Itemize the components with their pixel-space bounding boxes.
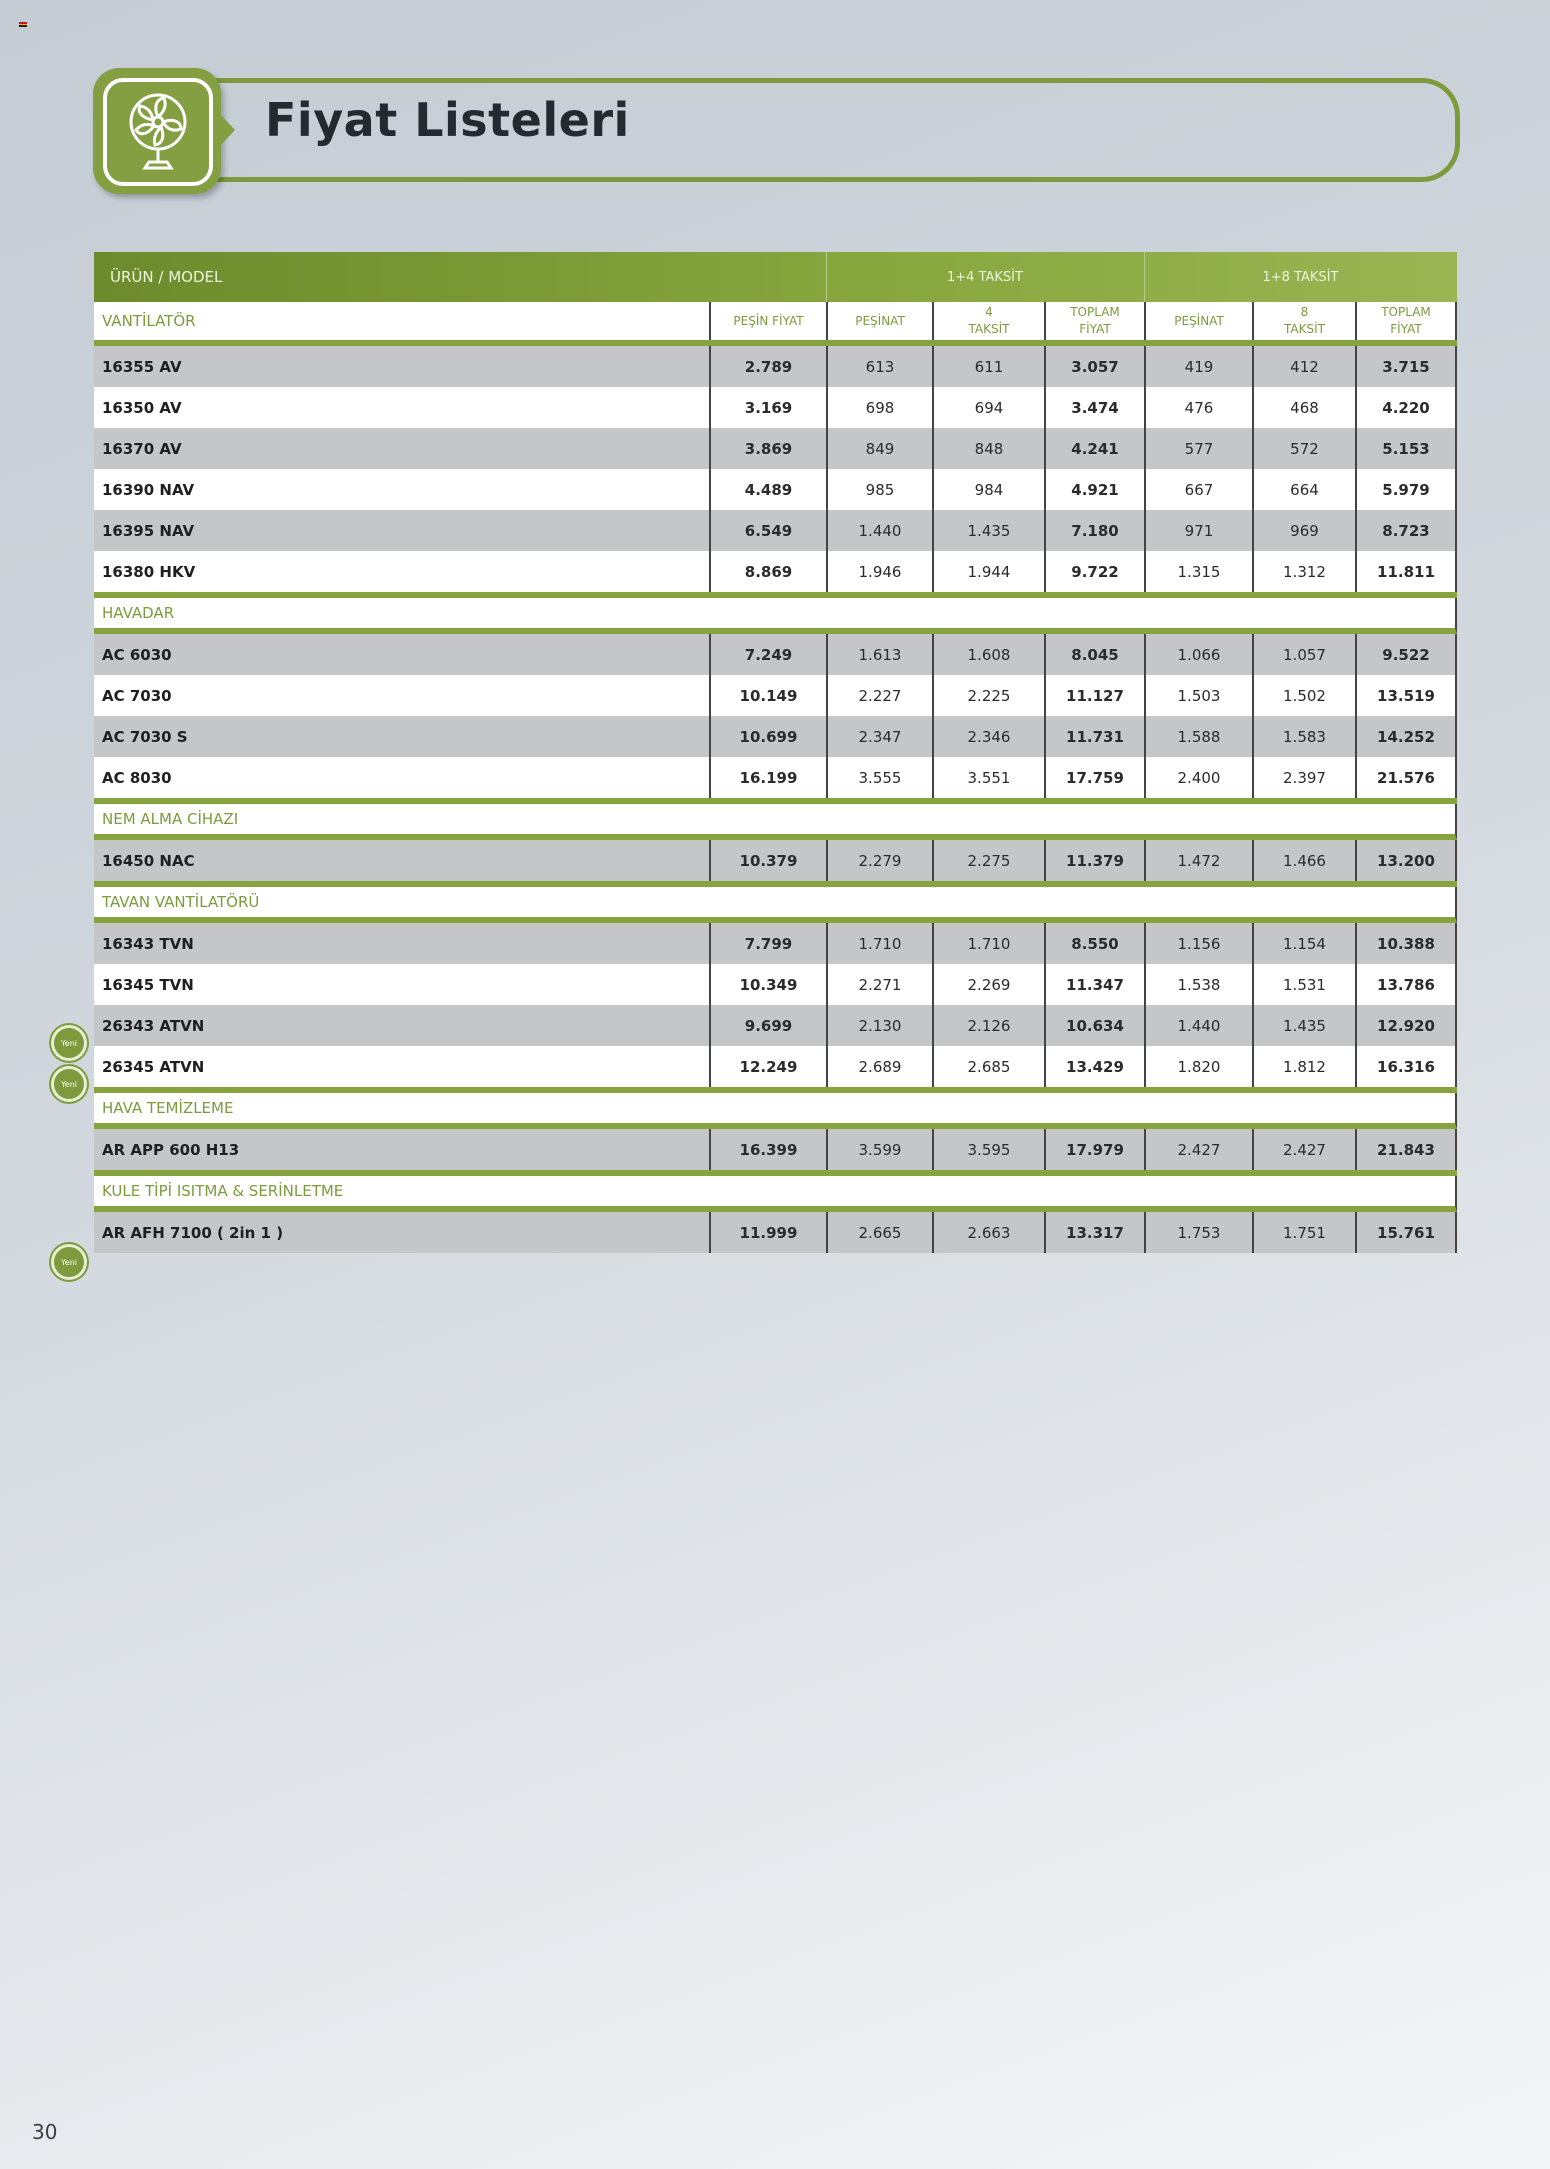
price-total-8: 11.811 <box>1355 551 1457 592</box>
price-downpayment-4: 2.130 <box>826 1005 932 1046</box>
price-installment-8: 2.397 <box>1252 757 1355 798</box>
price-total-4: 7.180 <box>1044 510 1144 551</box>
price-total-8: 5.979 <box>1355 469 1457 510</box>
price-total-8: 16.316 <box>1355 1046 1457 1087</box>
price-downpayment-4: 1.440 <box>826 510 932 551</box>
price-downpayment-4: 3.599 <box>826 1129 932 1170</box>
price-cash-price: 8.869 <box>709 551 826 592</box>
product-model: 16450 NAC <box>102 851 195 870</box>
category-icon-box <box>93 68 221 194</box>
fan-icon <box>103 78 213 186</box>
price-downpayment-4: 1.613 <box>826 634 932 675</box>
price-installment-8: 572 <box>1252 428 1355 469</box>
column-header-cash-price: PEŞİN FİYAT <box>709 302 826 340</box>
price-installment-4: 1.435 <box>932 510 1044 551</box>
price-total-8: 15.761 <box>1355 1212 1457 1253</box>
price-total-8: 9.522 <box>1355 634 1457 675</box>
table-header-groups <box>94 252 1457 302</box>
price-cash-price: 7.799 <box>709 923 826 964</box>
price-installment-4: 2.346 <box>932 716 1044 757</box>
column-header-total-4: TOPLAM FİYAT <box>1044 302 1144 340</box>
price-cash-price: 12.249 <box>709 1046 826 1087</box>
price-installment-8: 1.531 <box>1252 964 1355 1005</box>
table-row <box>94 634 1457 675</box>
price-installment-4: 3.595 <box>932 1129 1044 1170</box>
price-installment-4: 1.944 <box>932 551 1044 592</box>
price-downpayment-8: 1.315 <box>1144 551 1252 592</box>
price-total-8: 21.576 <box>1355 757 1457 798</box>
column-header-product: ÜRÜN / MODEL <box>110 268 223 286</box>
price-downpayment-8: 1.753 <box>1144 1212 1252 1253</box>
table-row <box>94 551 1457 598</box>
price-downpayment-4: 849 <box>826 428 932 469</box>
table-header-columns <box>94 302 1457 346</box>
price-downpayment-4: 2.689 <box>826 1046 932 1087</box>
price-cash-price: 7.249 <box>709 634 826 675</box>
price-installment-4: 1.608 <box>932 634 1044 675</box>
table-row <box>94 923 1457 964</box>
price-downpayment-4: 2.271 <box>826 964 932 1005</box>
price-installment-4: 984 <box>932 469 1044 510</box>
product-model: AC 6030 <box>102 645 172 664</box>
price-total-4: 8.550 <box>1044 923 1144 964</box>
new-badge: Yeni <box>54 1069 84 1099</box>
page-title: Fiyat Listeleri <box>265 93 630 147</box>
section-label: NEM ALMA CİHAZI <box>102 810 239 828</box>
price-downpayment-8: 1.538 <box>1144 964 1252 1005</box>
price-installment-8: 664 <box>1252 469 1355 510</box>
price-downpayment-8: 1.820 <box>1144 1046 1252 1087</box>
price-total-4: 11.127 <box>1044 675 1144 716</box>
price-total-4: 11.347 <box>1044 964 1144 1005</box>
product-model: 16350 AV <box>102 398 182 417</box>
price-total-4: 17.759 <box>1044 757 1144 798</box>
price-total-8: 3.715 <box>1355 346 1457 387</box>
price-total-4: 10.634 <box>1044 1005 1144 1046</box>
column-header-installment-8: 8 TAKSİT <box>1252 302 1355 340</box>
price-installment-4: 2.225 <box>932 675 1044 716</box>
table-row <box>94 1212 1457 1253</box>
price-total-8: 13.200 <box>1355 840 1457 881</box>
price-installment-4: 611 <box>932 346 1044 387</box>
section-label: TAVAN VANTİLATÖRÜ <box>102 893 260 911</box>
price-downpayment-8: 1.440 <box>1144 1005 1252 1046</box>
table-row <box>94 964 1457 1005</box>
price-total-8: 13.519 <box>1355 675 1457 716</box>
price-total-4: 4.921 <box>1044 469 1144 510</box>
price-downpayment-8: 476 <box>1144 387 1252 428</box>
section-header <box>94 1093 1457 1129</box>
price-installment-8: 2.427 <box>1252 1129 1355 1170</box>
price-installment-8: 1.751 <box>1252 1212 1355 1253</box>
table-row <box>94 1005 1457 1046</box>
price-installment-8: 1.154 <box>1252 923 1355 964</box>
price-downpayment-4: 698 <box>826 387 932 428</box>
price-installment-4: 848 <box>932 428 1044 469</box>
price-downpayment-4: 2.665 <box>826 1212 932 1253</box>
price-installment-8: 1.466 <box>1252 840 1355 881</box>
price-total-4: 17.979 <box>1044 1129 1144 1170</box>
price-downpayment-8: 577 <box>1144 428 1252 469</box>
price-installment-4: 2.663 <box>932 1212 1044 1253</box>
price-installment-8: 468 <box>1252 387 1355 428</box>
price-cash-price: 6.549 <box>709 510 826 551</box>
price-total-8: 4.220 <box>1355 387 1457 428</box>
price-cash-price: 10.379 <box>709 840 826 881</box>
section-label: VANTİLATÖR <box>102 311 196 330</box>
price-table <box>94 252 1457 1253</box>
table-row <box>94 1046 1457 1093</box>
price-cash-price: 4.489 <box>709 469 826 510</box>
price-downpayment-8: 667 <box>1144 469 1252 510</box>
price-total-8: 10.388 <box>1355 923 1457 964</box>
product-model: 16370 AV <box>102 439 182 458</box>
price-downpayment-4: 1.710 <box>826 923 932 964</box>
price-downpayment-8: 1.156 <box>1144 923 1252 964</box>
column-header-downpayment-8: PEŞİNAT <box>1144 302 1252 340</box>
table-row <box>94 1129 1457 1176</box>
product-model: AC 7030 S <box>102 727 188 746</box>
price-installment-4: 2.269 <box>932 964 1044 1005</box>
table-row <box>94 346 1457 387</box>
column-header-downpayment-4: PEŞİNAT <box>826 302 932 340</box>
table-row <box>94 510 1457 551</box>
price-cash-price: 11.999 <box>709 1212 826 1253</box>
product-model: 16390 NAV <box>102 480 195 499</box>
price-installment-4: 2.126 <box>932 1005 1044 1046</box>
section-header <box>94 598 1457 634</box>
price-installment-4: 2.685 <box>932 1046 1044 1087</box>
product-model: 26343 ATVN <box>102 1016 205 1035</box>
price-downpayment-4: 3.555 <box>826 757 932 798</box>
table-row <box>94 675 1457 716</box>
column-group-8-installments: 1+8 TAKSİT <box>1262 269 1339 285</box>
price-total-4: 4.241 <box>1044 428 1144 469</box>
price-total-8: 14.252 <box>1355 716 1457 757</box>
table-row <box>94 469 1457 510</box>
product-model: AR AFH 7100 ( 2in 1 ) <box>102 1223 284 1242</box>
price-total-4: 3.474 <box>1044 387 1144 428</box>
price-installment-8: 1.502 <box>1252 675 1355 716</box>
price-cash-price: 10.149 <box>709 675 826 716</box>
flag-icon <box>19 22 27 27</box>
table-row <box>94 840 1457 887</box>
table-row <box>94 757 1457 804</box>
price-installment-4: 694 <box>932 387 1044 428</box>
price-total-4: 11.379 <box>1044 840 1144 881</box>
column-header-installment-4: 4 TAKSİT <box>932 302 1044 340</box>
price-downpayment-4: 2.279 <box>826 840 932 881</box>
price-downpayment-8: 1.066 <box>1144 634 1252 675</box>
price-installment-8: 1.312 <box>1252 551 1355 592</box>
table-row <box>94 428 1457 469</box>
price-installment-8: 412 <box>1252 346 1355 387</box>
section-label: KULE TİPİ ISITMA & SERİNLETME <box>102 1182 344 1200</box>
price-cash-price: 16.199 <box>709 757 826 798</box>
price-total-4: 3.057 <box>1044 346 1144 387</box>
product-model: AC 7030 <box>102 686 172 705</box>
price-installment-8: 1.583 <box>1252 716 1355 757</box>
price-total-4: 11.731 <box>1044 716 1144 757</box>
table-row <box>94 716 1457 757</box>
price-total-4: 13.317 <box>1044 1212 1144 1253</box>
price-downpayment-4: 1.946 <box>826 551 932 592</box>
section-label: HAVA TEMİZLEME <box>102 1099 234 1117</box>
price-installment-4: 1.710 <box>932 923 1044 964</box>
price-downpayment-8: 2.400 <box>1144 757 1252 798</box>
price-cash-price: 10.699 <box>709 716 826 757</box>
price-total-4: 13.429 <box>1044 1046 1144 1087</box>
product-model: 16343 TVN <box>102 934 194 953</box>
price-total-8: 12.920 <box>1355 1005 1457 1046</box>
product-model: AC 8030 <box>102 768 172 787</box>
price-downpayment-4: 2.347 <box>826 716 932 757</box>
price-cash-price: 2.789 <box>709 346 826 387</box>
price-total-8: 13.786 <box>1355 964 1457 1005</box>
price-downpayment-4: 2.227 <box>826 675 932 716</box>
section-header <box>94 804 1457 840</box>
price-downpayment-8: 419 <box>1144 346 1252 387</box>
column-header-total-8: TOPLAM FİYAT <box>1355 302 1457 340</box>
price-cash-price: 10.349 <box>709 964 826 1005</box>
new-badge: Yeni <box>54 1247 84 1277</box>
price-downpayment-8: 1.472 <box>1144 840 1252 881</box>
price-installment-8: 969 <box>1252 510 1355 551</box>
price-downpayment-8: 971 <box>1144 510 1252 551</box>
product-model: 16395 NAV <box>102 521 195 540</box>
price-installment-4: 2.275 <box>932 840 1044 881</box>
price-total-8: 5.153 <box>1355 428 1457 469</box>
product-model: 16355 AV <box>102 357 182 376</box>
price-downpayment-8: 1.588 <box>1144 716 1252 757</box>
price-total-8: 21.843 <box>1355 1129 1457 1170</box>
table-row <box>94 387 1457 428</box>
price-total-8: 8.723 <box>1355 510 1457 551</box>
new-badge: Yeni <box>54 1028 84 1058</box>
column-group-4-installments: 1+4 TAKSİT <box>947 269 1023 285</box>
price-downpayment-8: 1.503 <box>1144 675 1252 716</box>
price-installment-8: 1.812 <box>1252 1046 1355 1087</box>
price-downpayment-4: 985 <box>826 469 932 510</box>
section-label: HAVADAR <box>102 604 175 622</box>
price-cash-price: 3.869 <box>709 428 826 469</box>
product-model: AR APP 600 H13 <box>102 1140 240 1159</box>
section-header <box>94 887 1457 923</box>
page-number: 30 <box>32 2120 58 2144</box>
price-cash-price: 9.699 <box>709 1005 826 1046</box>
price-installment-8: 1.057 <box>1252 634 1355 675</box>
price-installment-8: 1.435 <box>1252 1005 1355 1046</box>
section-header <box>94 1176 1457 1212</box>
price-total-4: 8.045 <box>1044 634 1144 675</box>
price-total-4: 9.722 <box>1044 551 1144 592</box>
price-installment-4: 3.551 <box>932 757 1044 798</box>
product-model: 16345 TVN <box>102 975 194 994</box>
product-model: 26345 ATVN <box>102 1057 205 1076</box>
price-downpayment-4: 613 <box>826 346 932 387</box>
price-cash-price: 16.399 <box>709 1129 826 1170</box>
price-cash-price: 3.169 <box>709 387 826 428</box>
price-downpayment-8: 2.427 <box>1144 1129 1252 1170</box>
product-model: 16380 HKV <box>102 562 196 581</box>
